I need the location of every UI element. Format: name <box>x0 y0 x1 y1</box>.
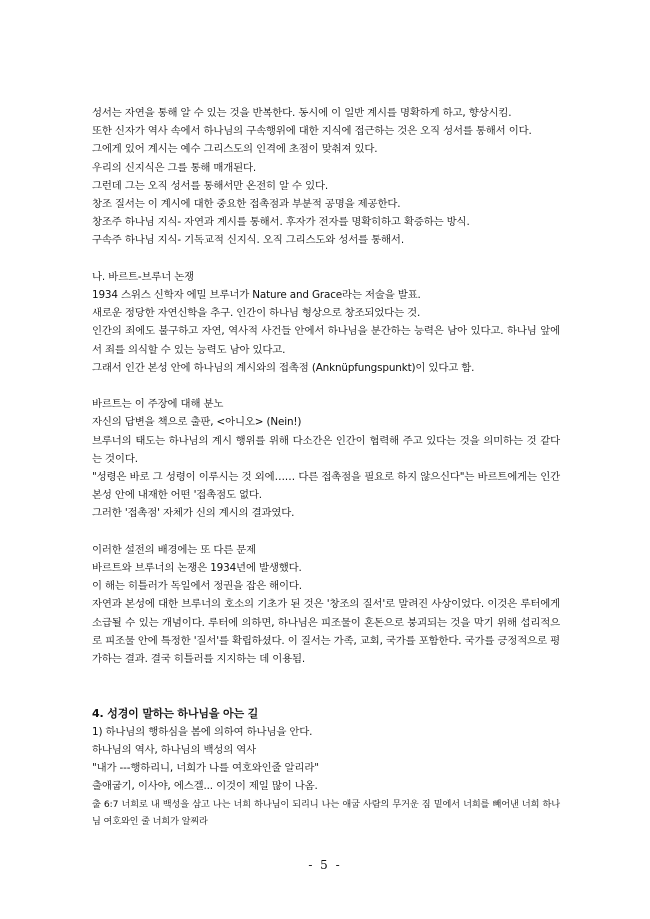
text-line: "내가 ---행하리니, 너희가 나를 여호와인줄 알리라" <box>92 762 319 775</box>
text-line: 1) 하나님의 행하심을 봄에 의하여 하나님을 안다. <box>92 725 313 738</box>
text-paragraph: "성령은 바로 그 성령이 이루시는 것 외에…… 다른 접촉점을 필요로 하지 않으신다"는 바르트에게는 인간 본성 안에 내재한 어떤 '접촉점도 없다. <box>92 471 560 502</box>
text-line: 출애굽기, 이사야, 에스겔... 이것이 제일 많이 나옴. <box>92 780 318 793</box>
text-line: 자신의 답변을 책으로 출판, <아니오> (Nein!) <box>92 416 302 429</box>
page-number: - 5 - <box>308 858 342 872</box>
text-line: 그에게 있어 계시는 예수 그리스도의 인격에 초점이 맞춰져 있다. <box>92 143 378 156</box>
document-body <box>92 104 560 830</box>
text-paragraph: 자연과 본성에 대한 브루너의 호소의 기초가 된 것은 '창조의 질서'로 말려진 사상이었다. 이것은 루터에게 소급될 수 있는 개념이다. 루터에 의하면, 하나님은 피조물이 혼돈으로 붕괴되는 것을 막기 위해 섭리적으로 피조물 안에 특정한 '질서'를 확립하셨다. 이 질서는 가족, 교회, 국가를 포함한다. 국가를 긍정적으로 평가하는 결과. 결국 히틀러를 지지하는 데 이용됨. <box>92 598 560 666</box>
text-line: 바르트는 이 주장에 대해 분노 <box>92 398 224 411</box>
section-background <box>92 541 560 668</box>
text-line: 창조주 하나님 지식- 자연과 계시를 통해서. 후자가 전자를 명확히하고 확증하는 방식. <box>92 216 470 229</box>
scripture-note: 출 6:7 너희로 내 백성을 삼고 나는 너희 하나님이 되리니 나는 애굽 사람의 무거운 짐 밑에서 너희를 빼어낸 너희 하나님 여호와인 줄 너희가 알찌라 <box>92 798 560 827</box>
text-line: 또한 신자가 역사 속에서 하나님의 구속행위에 대한 지식에 접근하는 것은 오직 성서를 통해서 이다. <box>92 125 532 138</box>
section-barth-response <box>92 395 560 522</box>
text-line: 이러한 설전의 배경에는 또 다른 문제 <box>92 543 257 556</box>
text-line: 이 해는 히틀러가 독일에서 정권을 잡은 해이다. <box>92 580 302 593</box>
text-line: 새로운 정당한 자연신학을 추구. 인간이 하나님 형상으로 창조되었다는 것. <box>92 307 421 320</box>
section-4 <box>92 705 560 830</box>
text-line: 그래서 인간 본성 안에 하나님의 계시와의 접촉점 (Anknüpfungspunkt)이 있다고 함. <box>92 361 475 374</box>
text-line: 우리의 신지식은 그를 통해 매개된다. <box>92 161 257 174</box>
text-line: 하나님의 역사, 하나님의 백성의 역사 <box>92 744 257 757</box>
section-4-title: 4. 성경이 말하는 하나님을 아는 길 <box>92 706 259 720</box>
text-paragraph: 브루너의 태도는 하나님의 계시 행위를 위해 다소간은 인간이 협력해 주고 있다는 것을 의미하는 것 같다는 것이다. <box>92 434 560 465</box>
text-line: 바르트와 브루너의 논쟁은 1934년에 발생했다. <box>92 562 302 575</box>
text-line: 창조 질서는 이 계시에 대한 중요한 접촉점과 부분적 공명을 제공한다. <box>92 198 401 211</box>
text-line: 1934 스위스 신학자 에밀 브루너가 Nature and Grace라는 저술을 발표. <box>92 289 421 302</box>
text-line: 성서는 자연을 통해 알 수 있는 것을 반복한다. 동시에 이 일반 계시를 명확하게 하고, 향상시킴. <box>92 107 512 119</box>
section-heading: 나. 바르트-브루너 논쟁 <box>92 270 195 283</box>
section-barth-brunner <box>92 268 560 377</box>
section-revelation <box>92 104 560 250</box>
text-paragraph: 인간의 죄에도 불구하고 자연, 역사적 사건들 안에서 하나님을 분간하는 능력은 남아 있다고. 하나님 앞에서 죄를 의식할 수 있는 능력도 남아 있다고. <box>92 325 560 356</box>
text-line: 구속주 하나님 지식- 기독교적 신지식. 오직 그리스도와 성서를 통해서. <box>92 234 404 247</box>
text-line: 그런데 그는 오직 성서를 통해서만 온전히 알 수 있다. <box>92 179 329 192</box>
text-line: 그러한 '접촉점' 자체가 신의 계시의 결과였다. <box>92 507 295 520</box>
